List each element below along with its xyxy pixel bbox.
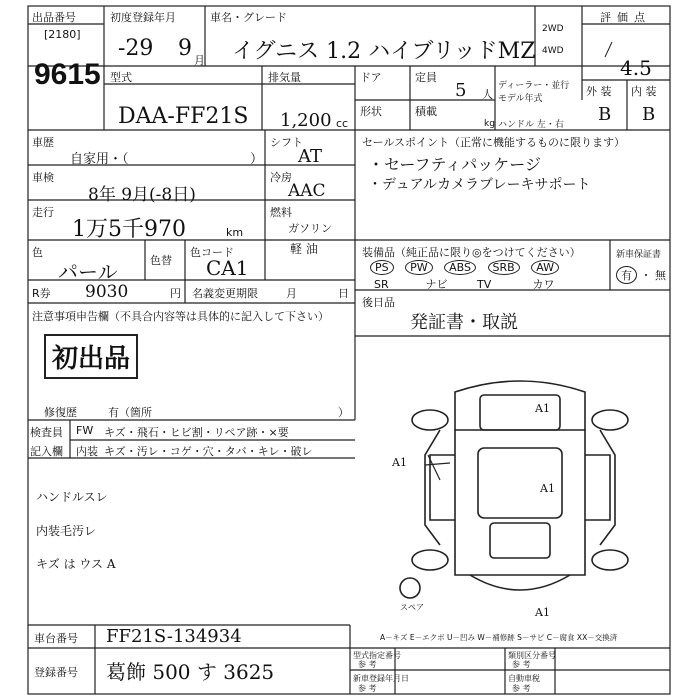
- grade-label: 評価点: [600, 11, 651, 24]
- door-label: ドア: [360, 71, 382, 84]
- damage-mark-body: A1: [540, 482, 555, 495]
- inspection-label: 車検: [32, 171, 54, 184]
- displacement-value: 1,200: [280, 110, 332, 131]
- load-unit: kg: [484, 119, 495, 129]
- handle-label: ハンドル 左・右: [498, 120, 564, 130]
- sales-point-1: ・セーフティパッケージ: [368, 155, 541, 174]
- type-label: 型式: [110, 71, 132, 84]
- damage-legend: A－キズ E－エクボ U－凹み W－補修跡 S－サビ C－腐食 XX－交換済: [380, 633, 618, 642]
- sales-point-2: ・デュアルカメラブレーキサポート: [368, 177, 591, 193]
- warranty-label: 新車保証書: [616, 250, 662, 260]
- warranty-options: [616, 266, 666, 284]
- form-label-2: 参 考: [358, 660, 377, 669]
- repair-close: ）: [338, 406, 349, 419]
- fw-label: FW: [76, 424, 94, 437]
- first-registration-month: 9: [178, 36, 192, 61]
- exterior-label: 外 装: [586, 85, 612, 98]
- equipment-row-2: [374, 276, 555, 292]
- drive-4wd: 4WD: [542, 46, 564, 56]
- capacity-unit: 人: [482, 88, 493, 101]
- recycle-unit: 円: [170, 287, 181, 300]
- delivery-value: 発証書・取説: [410, 312, 518, 333]
- interior-label: 内 装: [631, 85, 657, 98]
- lot-number: 9615: [34, 58, 101, 91]
- plate-value: 葛飾 500 す 3625: [106, 660, 275, 684]
- equipment-leather: カワ: [532, 278, 555, 291]
- fw-items: キズ・飛石・ヒビ割・リペア跡・×要: [104, 426, 289, 439]
- month-unit: 月: [194, 54, 205, 67]
- inspector-label: 検査員: [30, 426, 63, 439]
- plate-label: 登録番号: [34, 666, 78, 679]
- remark-1: ハンドルスレ: [36, 490, 108, 504]
- remark-2: 内装毛汚レ: [36, 524, 97, 538]
- name-change-month: 月: [286, 287, 297, 300]
- inspection-value: 8年 9月(-8日): [88, 185, 196, 205]
- color-value: パール: [58, 260, 118, 284]
- remark-3: キズ は ウス A: [36, 557, 116, 571]
- color-code-value: CA1: [206, 256, 249, 280]
- equipment-row-1: [370, 260, 559, 275]
- recycle-value: 9030: [85, 282, 129, 302]
- equipment-label: 装備品（純正品に限り◎をつけてください）: [362, 246, 581, 259]
- first-registration-label: 初度登録年月: [110, 11, 176, 24]
- first-registration-year: -29: [118, 36, 154, 61]
- form-label-3: 類別区分番号: [508, 651, 556, 660]
- entry-label: 記入欄: [30, 445, 63, 458]
- history-value: 自家用・（: [70, 152, 129, 167]
- form-label-4: 参 考: [512, 660, 531, 669]
- ac-value: AAC: [288, 181, 326, 201]
- form-label-5: 新車登録年月日: [353, 674, 409, 683]
- interior-check-items: キズ・汚レ・コゲ・穴・タバ・キレ・破レ: [104, 445, 313, 458]
- form-label-1: 型式指定番号: [353, 651, 401, 660]
- form-label-6: 参 考: [358, 684, 377, 693]
- repair-label: 修復歴: [44, 406, 77, 419]
- delivery-label: 後日品: [362, 296, 395, 309]
- model-grade-value: イグニス 1.2 ハイブリッドMZ: [232, 39, 536, 64]
- chassis-label: 車台番号: [34, 632, 78, 645]
- spare-label: スペア: [400, 603, 424, 612]
- mileage-value: 1万5千970: [72, 217, 186, 242]
- name-change-label: 名義変更期限: [192, 287, 258, 300]
- warranty-no: 無: [655, 269, 666, 282]
- color-code-label: 色コード: [190, 246, 234, 259]
- name-change-day: 日: [338, 287, 349, 300]
- grade-value: 4.5: [620, 56, 652, 80]
- first-listing-stamp: 初出品: [44, 334, 138, 379]
- history-close: ）: [250, 152, 264, 167]
- fuel-gasoline: ガソリン: [288, 222, 332, 235]
- equipment-abs: ABS: [444, 260, 476, 275]
- equipment-pw: PW: [405, 260, 433, 275]
- color-swap-label: 色替: [150, 254, 172, 267]
- notes-label: 注意事項申告欄（不具合内容等は具体的に記入して下さい）: [32, 310, 329, 323]
- recycle-label: R券: [32, 287, 51, 300]
- interior-grade: B: [642, 104, 656, 125]
- fuel-diesel: 軽 油: [290, 242, 318, 256]
- damage-mark-roof: A1: [535, 402, 550, 415]
- warranty-yes: 有: [616, 266, 637, 284]
- drive-2wd: 2WD: [542, 24, 564, 34]
- type-value: DAA-FF21S: [118, 104, 249, 129]
- model-grade-label: 車名・グレード: [210, 11, 287, 24]
- damage-mark-rear: A1: [535, 606, 550, 619]
- shift-label: シフト: [270, 136, 303, 149]
- equipment-srb: SRB: [488, 260, 520, 275]
- dealer-label: ディーラー・並行: [498, 81, 570, 91]
- displacement-unit: cc: [336, 117, 349, 130]
- equipment-sr: SR: [374, 278, 389, 291]
- load-label: 積載: [415, 105, 437, 118]
- history-label: 車歴: [32, 136, 54, 149]
- form-label-7: 自動車税: [508, 674, 540, 683]
- damage-mark-side: A1: [392, 456, 407, 469]
- mileage-unit: km: [226, 226, 244, 239]
- equipment-aw: AW: [531, 260, 559, 275]
- shift-value: AT: [298, 146, 323, 167]
- form-label-8: 参 考: [512, 684, 531, 693]
- capacity-value: 5: [455, 80, 467, 101]
- interior-check-label: 内装: [76, 445, 98, 458]
- color-label: 色: [32, 246, 43, 259]
- exterior-grade: B: [598, 104, 612, 125]
- equipment-navi: ナビ: [425, 278, 448, 291]
- chassis-value: FF21S-134934: [106, 626, 242, 647]
- lot-sub-number: [2180]: [44, 28, 81, 41]
- displacement-label: 排気量: [268, 71, 301, 84]
- model-year-label: モデル年式: [498, 94, 543, 104]
- equipment-ps: PS: [370, 260, 394, 275]
- mileage-label: 走行: [32, 206, 54, 219]
- capacity-label: 定員: [415, 71, 437, 84]
- repair-yes: 有（箇所: [108, 406, 152, 419]
- equipment-tv: TV: [477, 278, 492, 291]
- shape-label: 形状: [360, 105, 382, 118]
- warranty-separator: ・: [640, 269, 652, 282]
- lot-number-label: 出品番号: [32, 11, 76, 24]
- sales-points-label: セールスポイント（正常に機能するものに限ります）: [362, 136, 626, 149]
- ac-label: 冷房: [270, 171, 292, 184]
- fuel-label: 燃料: [270, 206, 292, 219]
